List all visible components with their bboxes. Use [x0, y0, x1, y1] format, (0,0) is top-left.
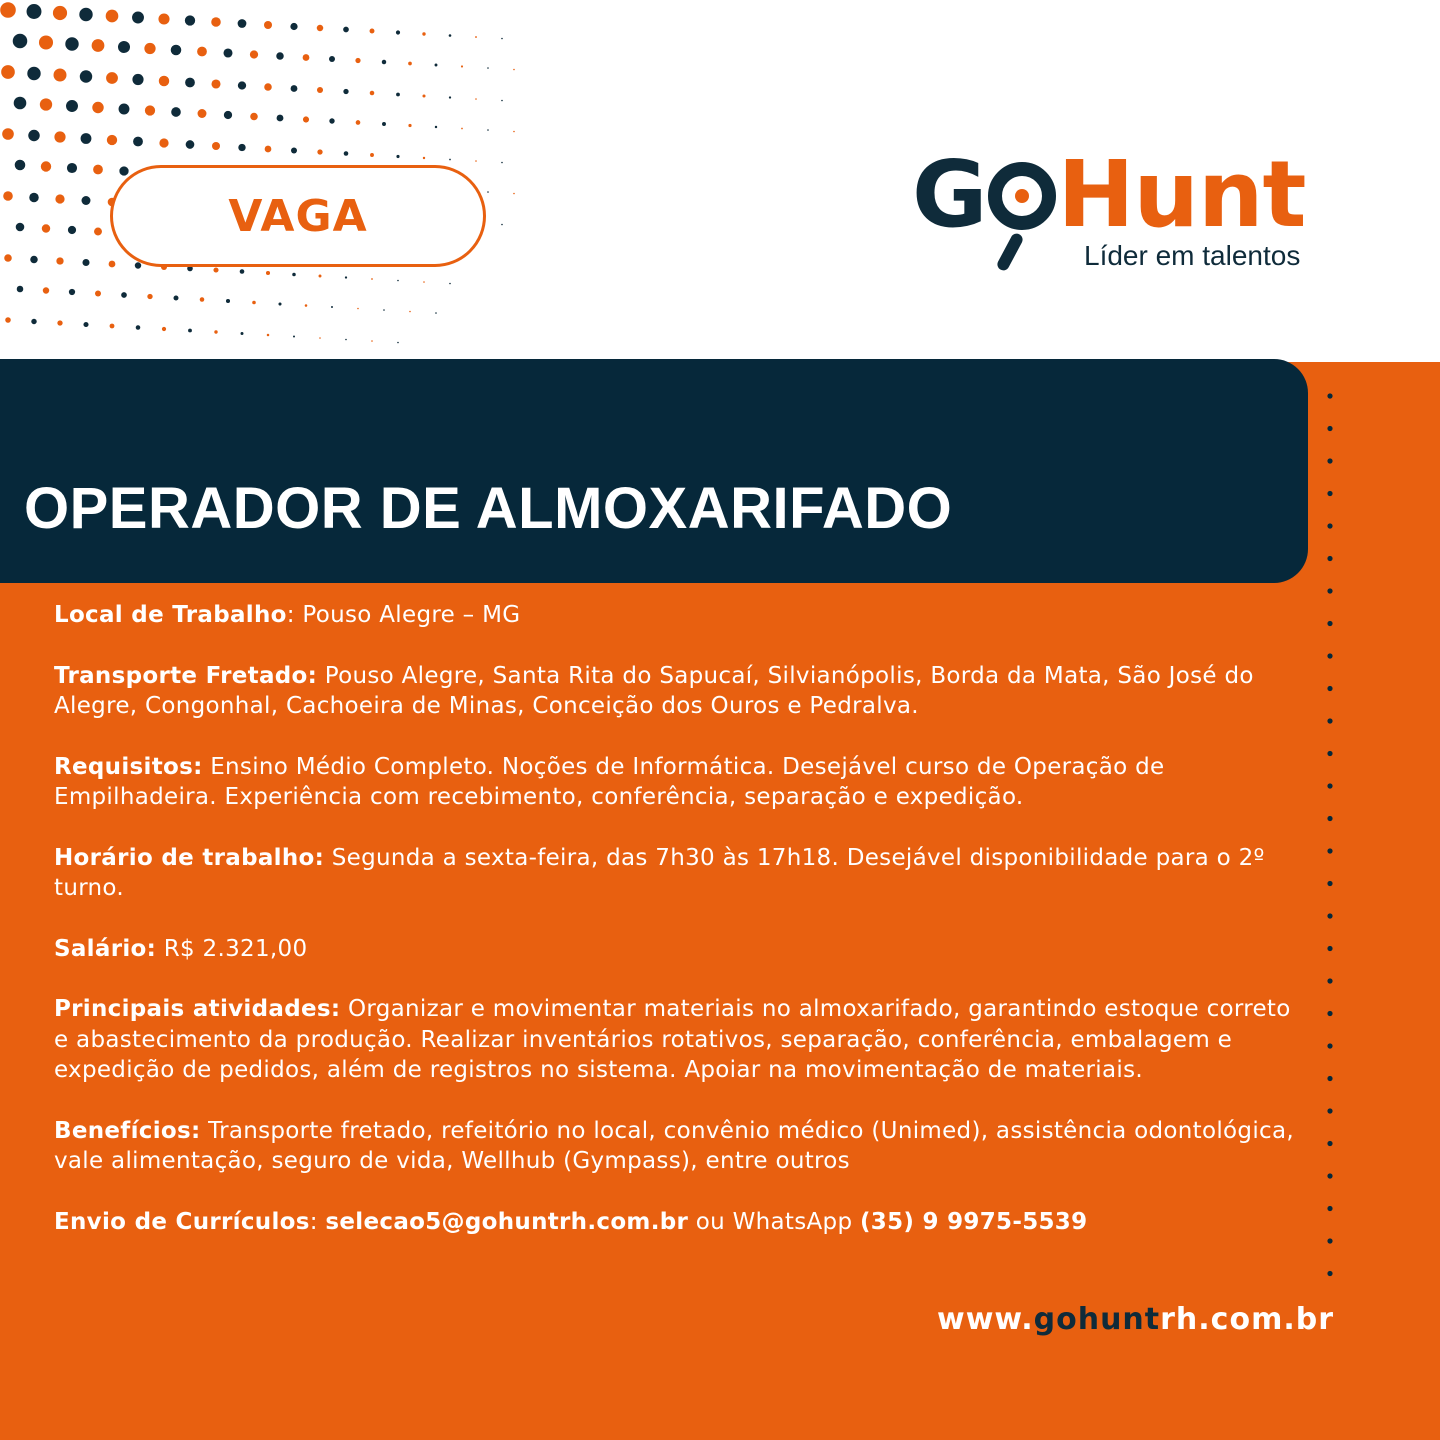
decorative-dot — [435, 64, 438, 67]
decorative-dot — [475, 160, 477, 162]
side-dot — [1327, 783, 1332, 788]
decorative-dot — [267, 334, 270, 337]
decorative-dot — [171, 107, 181, 117]
decorative-dot — [319, 275, 322, 278]
decorative-dot — [5, 317, 11, 323]
decorative-dot — [213, 267, 218, 272]
decorative-dot — [238, 144, 245, 151]
decorative-dot — [329, 118, 334, 123]
decorative-dot — [449, 159, 451, 161]
side-dot — [1327, 978, 1332, 983]
location-value: : Pouso Alegre – MG — [286, 602, 521, 628]
website-url-prefix: www. — [937, 1302, 1034, 1337]
decorative-dot — [15, 160, 26, 171]
side-dot — [1327, 491, 1332, 496]
decorative-dot — [501, 100, 503, 102]
salary-label: Salário: — [54, 935, 157, 962]
side-dot — [1327, 718, 1332, 723]
decorative-dot — [408, 62, 412, 66]
decorative-dot — [396, 93, 400, 97]
title-banner — [0, 359, 1308, 583]
decorative-dot — [53, 6, 67, 20]
decorative-dot — [54, 131, 65, 142]
decorative-dot — [329, 56, 335, 62]
decorative-dot — [423, 281, 425, 283]
decorative-dot — [81, 133, 92, 144]
activities-value: Organizar e movimentar materiais no almoxarifado, garantindo estoque correto e abastecimento da produção. Realizar inventários rotativos, separação, conferência, embalagem e expedição de pedidos, além de registros no sistema. Apoiar na movimentação de materiais. — [54, 996, 1291, 1083]
decorative-dot — [266, 271, 270, 275]
decorative-dot — [241, 332, 244, 335]
side-dot — [1327, 816, 1332, 821]
section-benefits — [54, 1116, 1304, 1177]
vaga-badge — [110, 165, 486, 267]
decorative-dot — [435, 312, 437, 314]
side-dot — [1327, 653, 1332, 658]
decorative-dot — [135, 262, 141, 268]
decorative-dot — [68, 226, 76, 234]
decorative-dot — [174, 296, 179, 301]
decorative-dot — [214, 330, 217, 333]
decorative-dot — [277, 115, 284, 122]
side-dot — [1327, 1043, 1332, 1048]
decorative-dot — [106, 10, 119, 23]
decorative-dot — [370, 91, 375, 96]
decorative-dot — [65, 37, 78, 50]
decorative-dot — [211, 79, 220, 88]
decorative-dot — [291, 148, 297, 154]
decorative-dot — [28, 130, 39, 141]
decorative-dot — [27, 67, 40, 80]
section-salary — [54, 934, 1304, 965]
decorative-dot — [250, 113, 258, 121]
decorative-dot — [423, 157, 425, 159]
decorative-dot — [397, 280, 399, 282]
decorative-dot — [303, 116, 309, 122]
decorative-dot — [238, 19, 247, 28]
logo-wordmark — [912, 140, 1305, 250]
section-requirements — [54, 752, 1304, 813]
decorative-dot — [94, 228, 102, 236]
side-dot — [1327, 1206, 1332, 1211]
transport-value: Pouso Alegre, Santa Rita do Sapucaí, Silvianópolis, Borda da Mata, São José do Alegre, Congonhal, Cachoeira de Minas, Conceição dos Ouros e Pedralva. — [54, 662, 1254, 719]
side-dot — [1327, 1271, 1332, 1276]
decorative-dot — [0, 2, 16, 18]
decorative-dot — [293, 336, 295, 338]
job-title: OPERADOR DE ALMOXARIFADO — [24, 476, 953, 541]
section-location — [54, 600, 1304, 631]
decorative-dot — [303, 54, 310, 61]
side-dot — [1327, 946, 1332, 951]
side-dot — [1327, 913, 1332, 918]
decorative-dot — [370, 153, 374, 157]
side-dot — [1327, 523, 1332, 528]
side-dot — [1327, 1173, 1332, 1178]
logo-tagline: Líder em talentos — [1084, 240, 1301, 271]
decorative-dot — [382, 122, 386, 126]
decorative-dot — [422, 94, 425, 97]
decorative-dot — [147, 294, 152, 299]
apply-whatsapp-number[interactable]: (35) 9 9975-5539 — [859, 1208, 1088, 1235]
decorative-dot — [121, 292, 127, 298]
decorative-dot — [317, 87, 323, 93]
decorative-dot — [159, 138, 168, 147]
decorative-dot — [107, 135, 117, 145]
decorative-dot — [487, 67, 489, 69]
gohunt-logo — [912, 140, 1342, 280]
section-activities — [54, 994, 1304, 1086]
decorative-dot — [136, 325, 141, 330]
salary-value: R$ 2.321,00 — [156, 935, 308, 962]
decorative-dot — [475, 36, 477, 38]
decorative-dot — [106, 72, 118, 84]
decorative-dot — [396, 155, 399, 158]
location-label: Local de Trabalho — [54, 602, 287, 628]
decorative-dot — [95, 291, 101, 297]
decorative-dot — [159, 76, 169, 86]
decorative-dot — [265, 146, 272, 153]
decorative-dot — [264, 21, 272, 29]
decorative-dot — [4, 254, 12, 262]
apply-separator: : — [309, 1208, 326, 1235]
decorative-dot — [238, 81, 246, 89]
decorative-dot — [3, 191, 13, 201]
decorative-dot — [501, 162, 503, 164]
side-dot — [1327, 556, 1332, 561]
decorative-dot — [82, 259, 89, 266]
decorative-dot — [291, 85, 298, 92]
decorative-dot — [66, 100, 78, 112]
apply-email-link[interactable]: selecao5@gohuntrh.com.br — [325, 1208, 689, 1235]
decorative-dot — [422, 32, 425, 35]
decorative-dot — [57, 320, 62, 325]
decorative-dot — [319, 337, 321, 339]
decorative-dot — [357, 308, 359, 310]
decorative-dot — [16, 223, 25, 232]
section-transport — [54, 661, 1304, 722]
decorative-dot — [13, 34, 28, 49]
decorative-dot — [435, 126, 437, 128]
decorative-dot — [461, 65, 463, 67]
decorative-dot — [27, 4, 42, 19]
decorative-dot — [513, 131, 515, 133]
decorative-dot — [40, 98, 52, 110]
apply-label: Envio de Currículos — [54, 1208, 310, 1235]
benefits-value: Transporte fretado, refeitório no local, convênio médico (Unimed), assistência odontológica, vale alimentação, seguro de vida, Wellhub (Gympass), entre outros — [54, 1117, 1294, 1174]
decorative-dot — [240, 269, 245, 274]
decorative-dot — [80, 70, 92, 82]
decorative-dot — [43, 287, 49, 293]
requirements-label: Requisitos: — [54, 753, 203, 780]
decorative-dot — [355, 58, 360, 63]
schedule-value: Segunda a sexta-feira, das 7h30 às 17h18. Desejável disponibilidade para o 2º turno. — [54, 844, 1265, 901]
decorative-dot — [513, 69, 515, 71]
side-dot-column — [1322, 390, 1338, 1290]
decorative-dot — [133, 137, 143, 147]
decorative-dot — [501, 38, 503, 40]
decorative-dot — [2, 128, 14, 140]
decorative-dot — [449, 34, 452, 37]
decorative-dot — [1, 65, 15, 79]
decorative-dot — [29, 193, 38, 202]
decorative-dot — [54, 69, 67, 82]
website-url-suffix: rh.com.br — [1160, 1302, 1334, 1337]
decorative-dot — [82, 196, 91, 205]
decorative-dot — [345, 339, 347, 341]
decorative-dot — [223, 48, 232, 57]
decorative-dot — [317, 149, 322, 154]
decorative-dot — [14, 97, 27, 110]
decorative-dot — [383, 309, 385, 311]
decorative-dot — [145, 105, 155, 115]
requirements-value: Ensino Médio Completo. Noções de Informática. Desejável curso de Operação de Empilhadeira. Experiência com recebimento, conferência, separação e expedição. — [54, 753, 1165, 810]
decorative-dot — [449, 96, 451, 98]
decorative-dot — [449, 283, 451, 285]
decorative-dot — [132, 12, 144, 24]
decorative-dot — [42, 224, 50, 232]
decorative-dot — [343, 27, 349, 33]
decorative-dot — [56, 257, 63, 264]
decorative-dot — [226, 299, 230, 303]
decorative-dot — [212, 142, 220, 150]
decorative-dot — [371, 278, 373, 280]
decorative-dot — [69, 289, 75, 295]
side-dot — [1327, 1141, 1332, 1146]
decorative-dot — [345, 276, 347, 278]
decorative-dot — [30, 256, 37, 263]
website-url[interactable] — [937, 1302, 1334, 1337]
schedule-label: Horário de trabalho: — [54, 844, 325, 871]
decorative-dot — [513, 193, 515, 195]
section-apply — [54, 1207, 1304, 1238]
section-schedule — [54, 843, 1304, 904]
decorative-dot — [501, 224, 503, 226]
side-dot — [1327, 621, 1332, 626]
decorative-dot — [83, 322, 88, 327]
decorative-dot — [17, 286, 24, 293]
side-dot — [1327, 393, 1332, 398]
decorative-dot — [162, 327, 166, 331]
decorative-dot — [292, 273, 296, 277]
website-url-brand: gohunt — [1033, 1302, 1161, 1337]
decorative-dot — [197, 47, 207, 57]
decorative-dot — [370, 29, 375, 34]
decorative-dot — [276, 52, 284, 60]
decorative-dot — [264, 83, 272, 91]
decorative-dot — [39, 35, 53, 49]
side-dot — [1327, 848, 1332, 853]
decorative-dot — [31, 319, 36, 324]
decorative-dot — [186, 140, 195, 149]
decorative-dot — [67, 163, 77, 173]
decorative-dot — [343, 89, 348, 94]
decorative-dot — [224, 111, 232, 119]
transport-label: Transporte Fretado: — [54, 662, 318, 689]
benefits-label: Benefícios: — [54, 1117, 201, 1144]
decorative-dot — [396, 30, 400, 34]
magnifier-icon — [988, 162, 1056, 230]
decorative-dot — [144, 43, 155, 54]
decorative-dot — [211, 17, 221, 27]
decorative-dot — [278, 302, 281, 305]
decorative-dot — [41, 161, 51, 171]
job-details — [54, 600, 1304, 1267]
decorative-dot — [109, 261, 116, 268]
side-dot — [1327, 1011, 1332, 1016]
decorative-dot — [397, 342, 399, 344]
side-dot — [1327, 881, 1332, 886]
decorative-dot — [118, 41, 130, 53]
decorative-dot — [290, 23, 297, 30]
side-dot — [1327, 1238, 1332, 1243]
decorative-dot — [305, 304, 308, 307]
decorative-dot — [92, 102, 103, 113]
decorative-dot — [198, 109, 207, 118]
decorative-dot — [188, 329, 192, 333]
side-dot — [1327, 426, 1332, 431]
side-dot — [1327, 1108, 1332, 1113]
decorative-dot — [185, 15, 195, 25]
decorative-dot — [158, 13, 169, 24]
side-dot — [1327, 1076, 1332, 1081]
decorative-dot — [487, 129, 489, 131]
side-dot — [1327, 458, 1332, 463]
vaga-badge-label: VAGA — [228, 190, 368, 242]
decorative-dot — [119, 104, 130, 115]
decorative-dot — [110, 324, 115, 329]
decorative-dot — [55, 194, 64, 203]
decorative-dot — [119, 166, 128, 175]
decorative-dot — [487, 191, 489, 193]
decorative-dot — [382, 60, 386, 64]
decorative-dot — [92, 39, 105, 52]
decorative-dot — [331, 306, 333, 308]
side-dot — [1327, 588, 1332, 593]
decorative-dot — [93, 165, 103, 175]
decorative-dot — [252, 301, 256, 305]
activities-label: Principais atividades: — [54, 996, 341, 1022]
decorative-dot — [408, 124, 411, 127]
decorative-dot — [317, 25, 323, 31]
decorative-dot — [185, 78, 195, 88]
apply-or-text: ou WhatsApp — [688, 1208, 860, 1235]
decorative-dot — [132, 74, 143, 85]
decorative-dot — [371, 340, 373, 342]
decorative-dot — [461, 128, 463, 130]
side-dot — [1327, 686, 1332, 691]
decorative-dot — [200, 297, 205, 302]
logo-word-hunt: Hunt — [1057, 141, 1306, 248]
logo-letter-g: G — [912, 141, 987, 248]
decorative-dot — [409, 311, 411, 313]
decorative-dot — [79, 8, 92, 21]
side-dot — [1327, 751, 1332, 756]
decorative-dot — [344, 151, 349, 156]
decorative-dot — [171, 45, 182, 56]
decorative-dot — [250, 50, 258, 58]
decorative-dot — [356, 120, 361, 125]
decorative-dot — [475, 98, 477, 100]
